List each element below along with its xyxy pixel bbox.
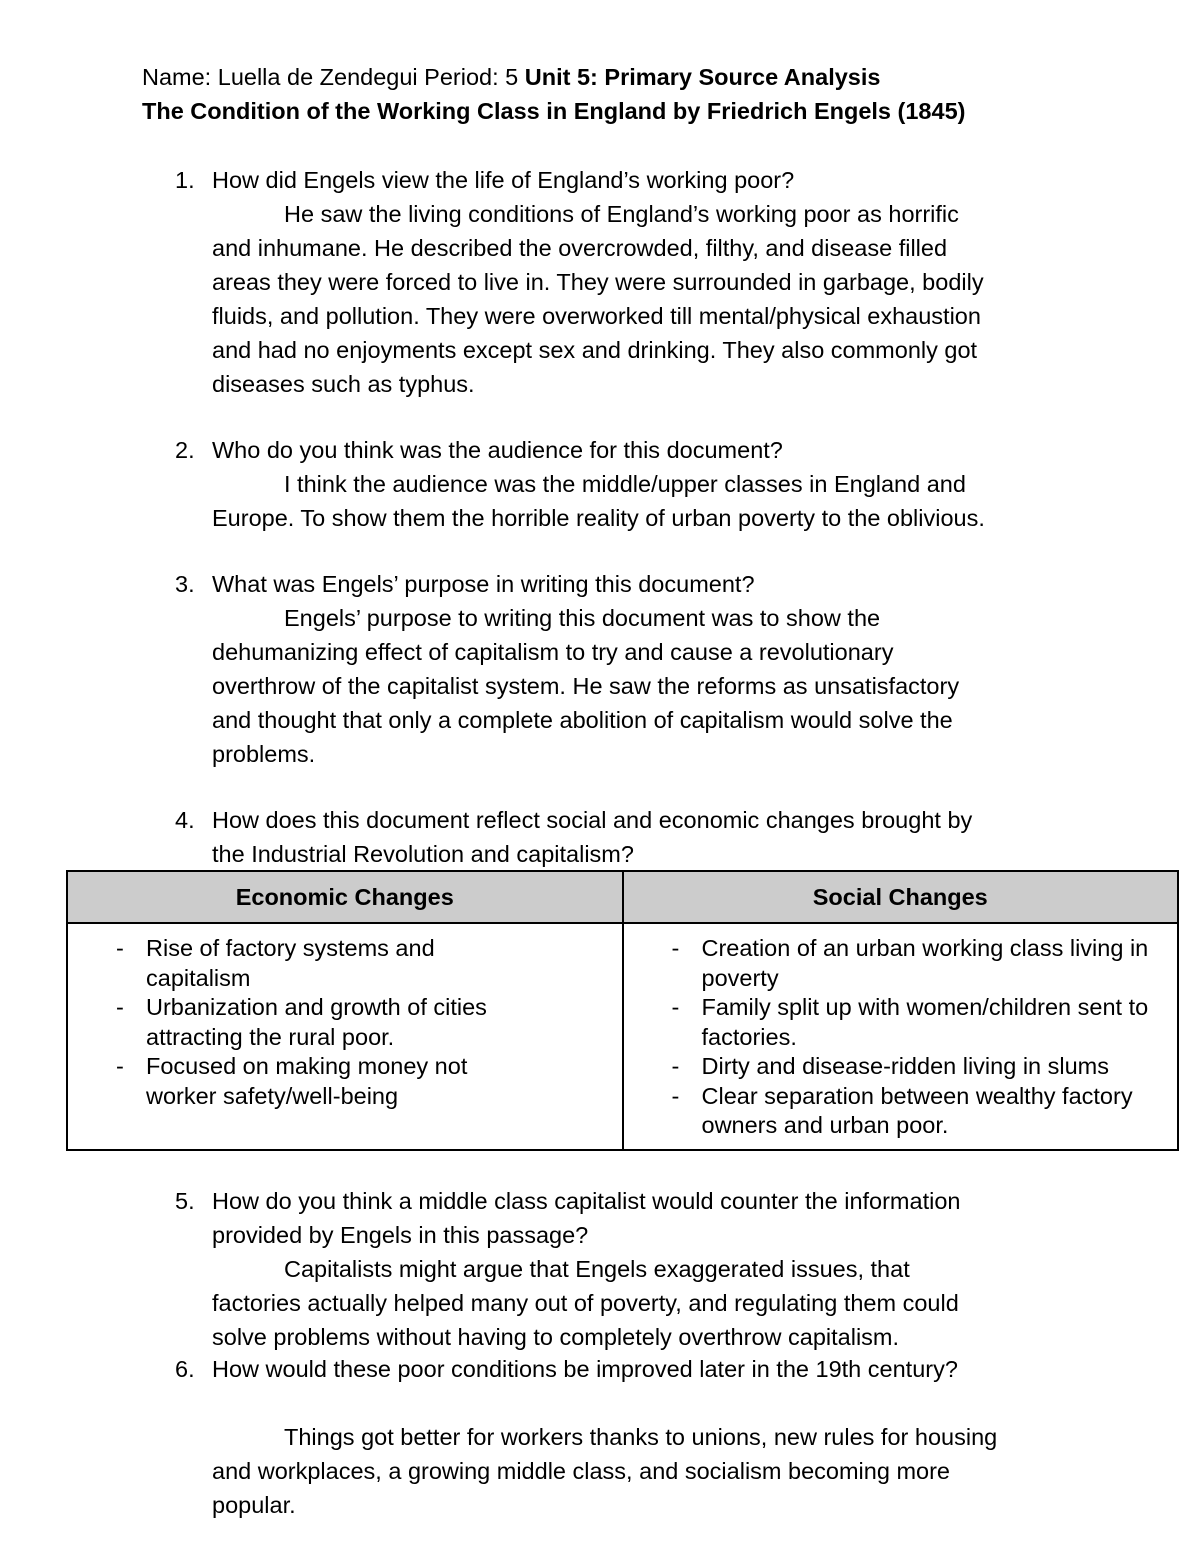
list-item-text: worker safety/well-being [146,1082,399,1109]
question-3 [175,567,1075,771]
answer-line: and workplaces, a growing middle class, and socialism becoming more [212,1458,950,1484]
question-1 [175,163,1075,401]
answer-line: problems. [212,741,316,767]
document-header [142,60,1142,128]
question-text: provided by Engels in this passage? [212,1222,589,1248]
question-number: 1. [175,167,195,193]
question-text: How does this document reflect social and economic changes brought by [212,807,973,833]
social-changes-list [632,934,1170,1141]
list-item [632,1052,1170,1082]
question-text: How do you think a middle class capitalist would counter the information [212,1188,961,1214]
question-text: Who do you think was the audience for this document? [212,437,783,463]
list-item [632,934,1170,993]
answer-line: overthrow of the capitalist system. He saw the reforms as unsatisfactory [212,673,960,699]
list-item [76,1052,614,1111]
list-item-text: Creation of an urban working class living in [701,935,1149,961]
list-item-text: Clear separation between wealthy factory [701,1082,1133,1109]
list-item-text: Urbanization and growth of cities [146,994,487,1020]
answer-line: Things got better for workers thanks to unions, new rules for housing [284,1424,998,1450]
list-item [632,993,1170,1052]
economic-changes-list [76,934,614,1111]
bullet-dash: - [116,935,124,961]
question-number: 3. [175,571,195,597]
document-title: The Condition of the Working Class in England by Friedrich Engels (1845) [142,98,966,124]
question-4 [175,803,1075,871]
name-period: Name: Luella de Zendegui Period: 5 [142,64,519,90]
question-text: How would these poor conditions be improved later in the 19th century? [212,1356,958,1382]
answer-line: diseases such as typhus. [212,371,475,397]
question-2 [175,433,1075,535]
blank-line [212,1386,1075,1420]
answer-line: fluids, and pollution. They were overworked till mental/physical exhaustion [212,303,981,329]
bullet-dash: - [671,935,680,961]
changes-table [66,870,1179,1151]
unit-title: Unit 5: Primary Source Analysis [524,64,881,90]
list-item-text: Rise of factory systems and [146,935,435,961]
answer-line: solve problems without having to completely overthrow capitalism. [212,1324,900,1350]
answer-line: areas they were forced to live in. They were surrounded in garbage, bodily [212,269,984,295]
answer-line: I think the audience was the middle/upper classes in England and [284,471,966,497]
answer-line: and thought that only a complete abolition of capitalism would solve the [212,707,953,733]
list-item-text: Family split up with women/children sent to [701,994,1149,1020]
table-header-row [67,871,1178,923]
question-text: the Industrial Revolution and capitalism? [212,841,634,867]
answer-line: Europe. To show them the horrible reality of urban poverty to the oblivious. [212,505,985,531]
answer-line: dehumanizing effect of capitalism to try and cause a revolutionary [212,639,894,665]
answer-line: Engels’ purpose to writing this document was to show the [284,605,881,631]
header-social-changes: Social Changes [623,871,1179,923]
header-economic-changes: Economic Changes [67,871,623,923]
header-line-1 [142,60,1142,94]
question-number: 2. [175,437,195,463]
question-text: What was Engels’ purpose in writing this document? [212,571,755,597]
list-item-text: owners and urban poor. [701,1112,949,1138]
list-item [76,934,614,993]
table-row [67,923,1178,1150]
answer-line: He saw the living conditions of England’s working poor as horrific [284,201,959,227]
answer-line: popular. [212,1492,296,1518]
social-changes-cell [623,923,1179,1150]
question-text: How did Engels view the life of England’s working poor? [212,167,795,193]
list-item-text: attracting the rural poor. [146,1023,395,1050]
list-item-text: capitalism [146,964,251,991]
question-5 [175,1184,1075,1354]
bullet-dash: - [671,1053,680,1079]
list-item [76,993,614,1052]
question-6 [175,1352,1075,1522]
question-number: 4. [175,807,195,833]
answer-line: and had no enjoyments except sex and drinking. They also commonly got [212,337,978,363]
list-item-text: Dirty and disease-ridden living in slums [701,1053,1110,1079]
list-item-text: poverty [701,964,779,991]
question-number: 6. [175,1356,195,1382]
answer-line: and inhumane. He described the overcrowded, filthy, and disease filled [212,235,948,261]
answer-line: Capitalists might argue that Engels exaggerated issues, that [284,1256,910,1282]
bullet-dash: - [671,994,680,1020]
bullet-dash: - [671,1082,680,1109]
answer-line: factories actually helped many out of poverty, and regulating them could [212,1290,959,1316]
bullet-dash: - [116,1053,124,1079]
bullet-dash: - [116,994,124,1020]
economic-changes-cell [67,923,623,1150]
list-item-text: Focused on making money not [146,1053,468,1079]
list-item-text: factories. [701,1023,797,1050]
question-number: 5. [175,1188,195,1214]
list-item [632,1082,1170,1141]
